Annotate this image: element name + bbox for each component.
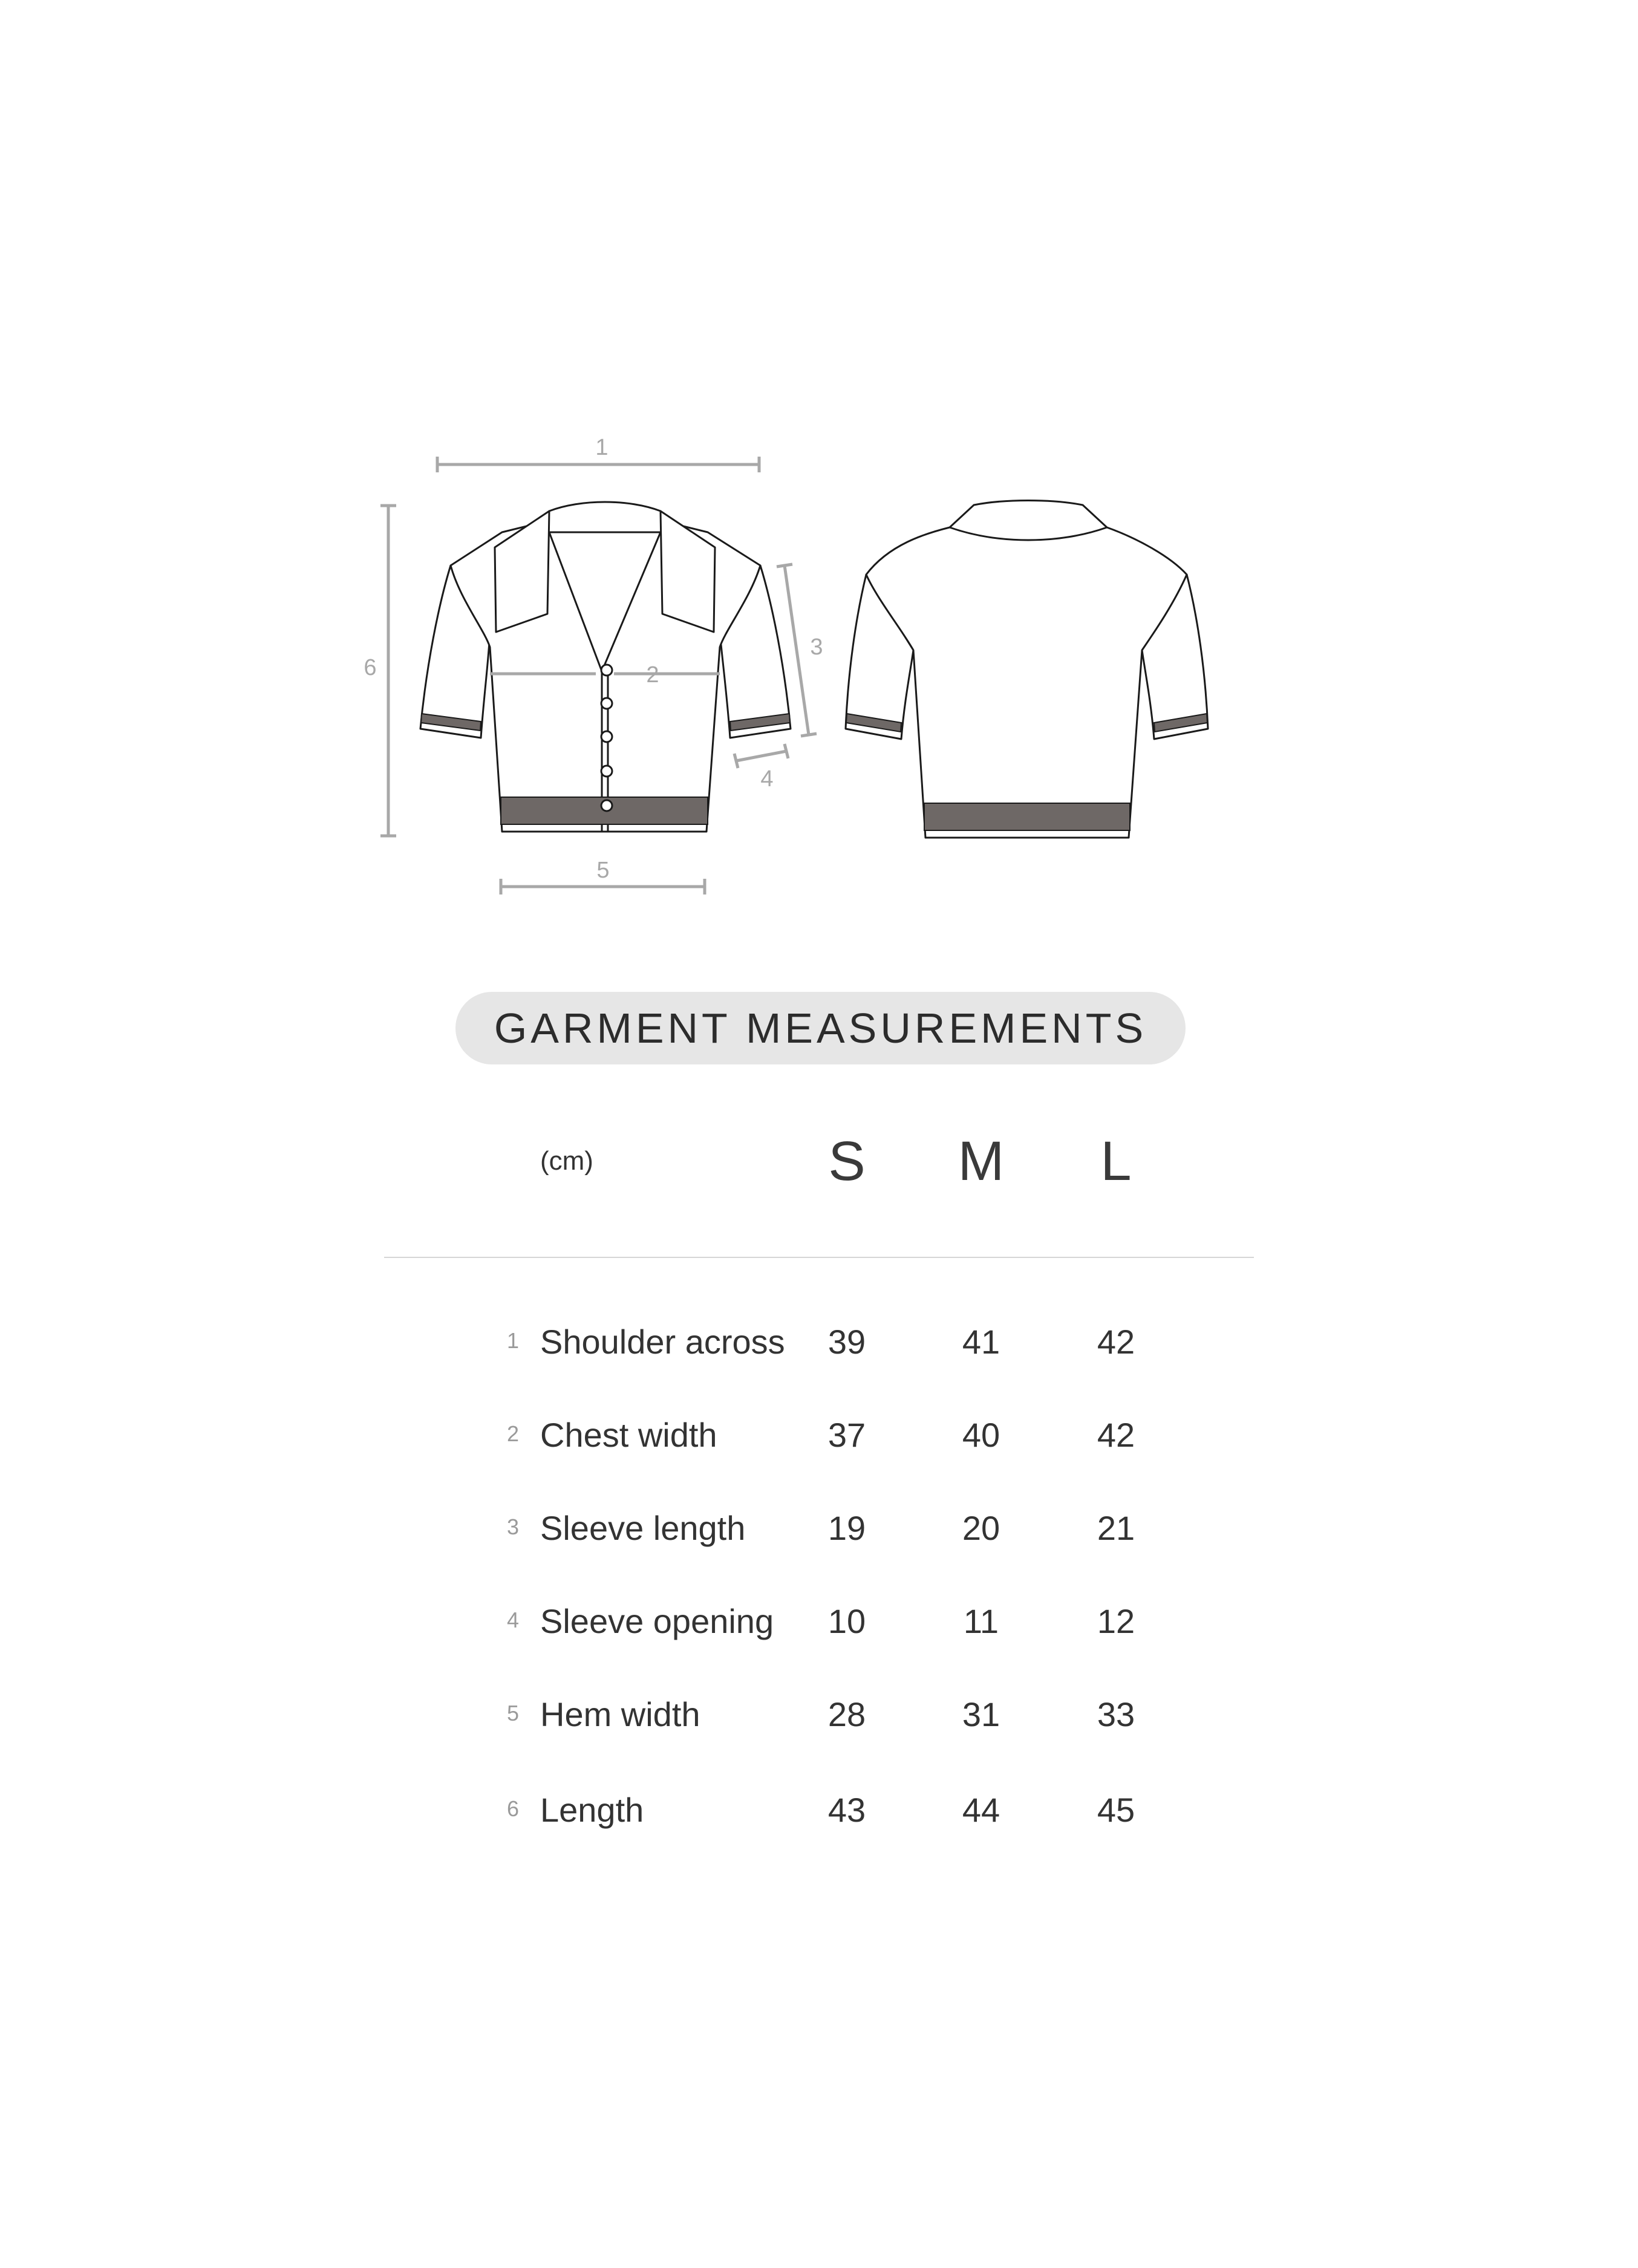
back-view: [846, 501, 1208, 838]
dimension-label-5: 5: [596, 858, 610, 883]
value-l: 42: [1097, 1416, 1135, 1454]
front-collar-band: [546, 502, 664, 532]
size-header-l: L: [1100, 1130, 1132, 1192]
table-row: [0, 1602, 1638, 1662]
row-label: Sleeve opening: [540, 1602, 774, 1640]
value-s: 10: [827, 1602, 866, 1640]
value-s: 19: [827, 1509, 866, 1547]
table-row: [0, 1790, 1638, 1851]
dimension-label-4: 4: [760, 766, 774, 792]
row-label: Length: [540, 1791, 644, 1829]
front-right-lapel: [661, 511, 715, 632]
row-index: 3: [507, 1514, 520, 1539]
value-s: 43: [827, 1791, 866, 1829]
table-row: [0, 1695, 1638, 1755]
page-title: GARMENT MEASUREMENTS: [494, 1005, 1147, 1052]
row-index: 4: [507, 1608, 520, 1632]
back-body: [866, 501, 1187, 838]
value-l: 42: [1097, 1323, 1135, 1361]
value-s: 39: [827, 1323, 866, 1361]
value-m: 31: [962, 1695, 1000, 1733]
button-icon: [601, 766, 612, 777]
value-l: 33: [1097, 1695, 1135, 1733]
value-m: 40: [962, 1416, 1000, 1454]
row-label: Shoulder across: [540, 1323, 785, 1361]
button-icon: [601, 665, 612, 676]
row-index: 5: [507, 1701, 520, 1725]
unit-label: (cm): [540, 1146, 593, 1176]
dimension-label-3: 3: [810, 634, 823, 660]
value-m: 20: [962, 1509, 1000, 1547]
title-banner: [455, 992, 1186, 1064]
size-header-m: M: [958, 1130, 1005, 1192]
value-l: 21: [1097, 1509, 1135, 1547]
value-s: 28: [827, 1695, 866, 1733]
dimension-label-6: 6: [364, 655, 377, 680]
front-left-lapel: [495, 511, 549, 632]
row-label: Sleeve length: [540, 1509, 746, 1547]
table-row: [0, 1415, 1638, 1476]
dimension-label-2: 2: [646, 662, 659, 688]
row-index: 1: [507, 1328, 520, 1353]
row-label: Hem width: [540, 1695, 700, 1733]
value-m: 11: [963, 1602, 999, 1640]
value-m: 44: [962, 1791, 1000, 1829]
value-l: 12: [1097, 1602, 1135, 1640]
row-index: 2: [507, 1421, 520, 1446]
value-l: 45: [1097, 1791, 1135, 1829]
header-divider: [384, 1257, 1254, 1258]
dimension-label-1: 1: [595, 435, 609, 460]
garment-diagram: [0, 0, 1638, 968]
button-icon: [601, 698, 612, 709]
row-index: 6: [507, 1796, 520, 1821]
value-m: 41: [962, 1323, 1000, 1361]
value-s: 37: [827, 1416, 866, 1454]
row-label: Chest width: [540, 1416, 717, 1454]
size-header-s: S: [828, 1130, 866, 1192]
button-icon: [601, 800, 612, 811]
button-icon: [601, 731, 612, 742]
table-row: [0, 1508, 1638, 1569]
table-row: [0, 1322, 1638, 1383]
